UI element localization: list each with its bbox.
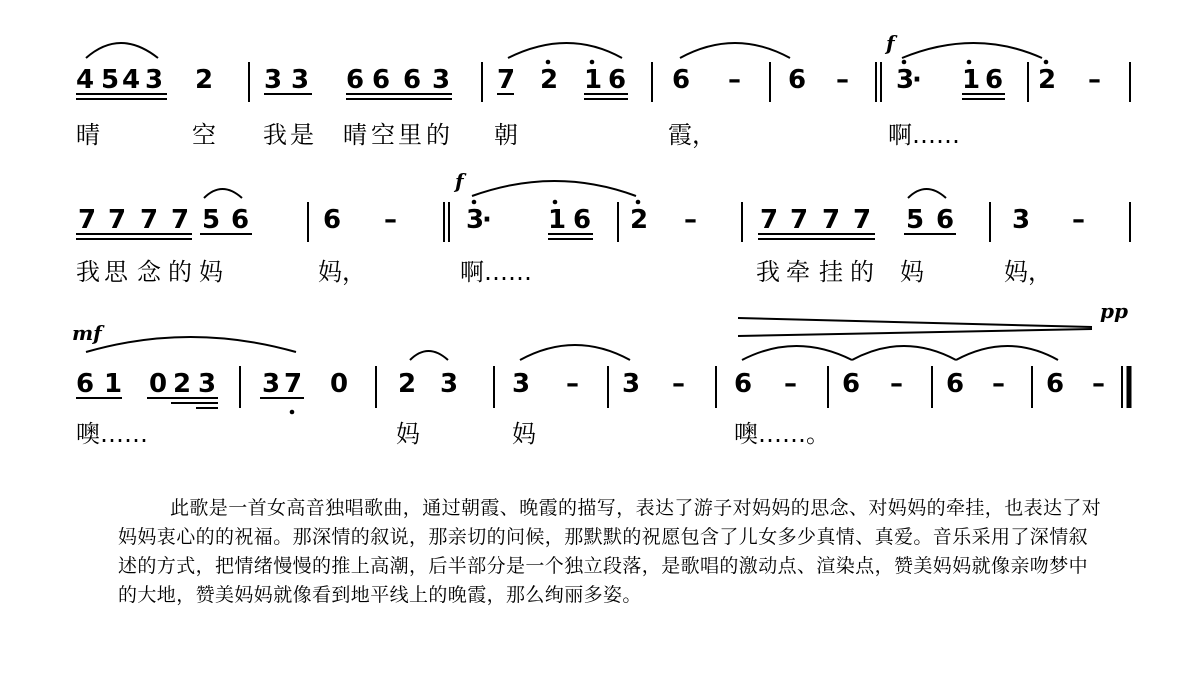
lyric: 空 — [192, 121, 216, 149]
note: – — [672, 369, 685, 399]
score-row-2 — [76, 169, 1130, 286]
note: 6 — [842, 369, 861, 399]
lyric: 思 — [104, 258, 128, 286]
slur — [410, 351, 448, 360]
note: 5 — [101, 65, 120, 95]
song-description: 此歌是一首女高音独唱歌曲，通过朝霞、晚霞的描写，表达了游子对妈妈的思念、对妈妈的牵挂，也表达了对妈妈衷心的的祝福。那深情的叙说，那亲切的问候，那默默的祝愿包含了儿女多少真情、真爱。音乐采用了深情叙述的方式，把情绪慢慢的推上高潮，后半部分是一个独立段落，是歌唱的激动点、渲染点，赞美妈妈就像亲吻梦中的大地，赞美妈妈就像看到地平线上的晚霞，那么绚丽多姿。 — [118, 497, 1102, 606]
dynamic-marking: f — [455, 169, 464, 193]
slur — [86, 43, 158, 58]
note: 7 — [108, 205, 127, 235]
note: 6 — [788, 65, 807, 95]
note: 3 — [466, 205, 485, 235]
note: 2 — [1038, 65, 1057, 95]
lyric: 妈 — [199, 258, 223, 286]
note: 4 — [122, 65, 141, 95]
score-row-3 — [72, 299, 1129, 448]
note: 3 — [198, 369, 217, 399]
note: 3 — [262, 369, 281, 399]
note: 1 — [104, 369, 123, 399]
note: 7 — [78, 205, 97, 235]
lyric: 朝 — [494, 121, 518, 149]
slur — [956, 346, 1058, 360]
note: 6 — [372, 65, 391, 95]
dynamic-marking: mf — [72, 321, 102, 345]
note: 2 — [630, 205, 649, 235]
note: 1 — [584, 65, 603, 95]
note: 7 — [822, 205, 841, 235]
note: 3 — [622, 369, 641, 399]
note: 6 — [231, 205, 250, 235]
note: 7 — [853, 205, 872, 235]
lyric: 妈， — [318, 258, 366, 286]
note: 3 — [440, 369, 459, 399]
note: – — [890, 369, 903, 399]
decrescendo-line — [738, 318, 1092, 327]
note: 6 — [346, 65, 365, 95]
note: 7 — [171, 205, 190, 235]
note: 6 — [936, 205, 955, 235]
lyric: 噢……。 — [734, 420, 830, 448]
note: 1 — [548, 205, 567, 235]
note: 0 — [330, 369, 349, 399]
note: 6 — [1046, 369, 1065, 399]
lyric: 的 — [168, 258, 192, 286]
note: 6 — [946, 369, 965, 399]
note: 6 — [608, 65, 627, 95]
note: 0 — [149, 369, 168, 399]
slur — [908, 189, 946, 198]
note: 3 — [291, 65, 310, 95]
note: – — [1088, 65, 1101, 95]
note: 7 — [284, 369, 303, 399]
note: 3 — [1012, 205, 1031, 235]
lyric: 噢…… — [76, 420, 148, 448]
note: 6 — [672, 65, 691, 95]
note: – — [566, 369, 579, 399]
lyric: 空 — [371, 121, 395, 149]
octave-dot — [472, 200, 477, 205]
lyric: 牵 — [786, 258, 810, 286]
octave-dot-low — [290, 410, 295, 415]
lyric: 挂 — [819, 258, 843, 286]
slur — [520, 345, 630, 360]
note: 3 — [896, 65, 915, 95]
note: 7 — [497, 65, 516, 95]
augmentation-dot: · — [482, 205, 492, 235]
lyric: 我 — [263, 121, 287, 149]
note: 7 — [760, 205, 779, 235]
note: 2 — [195, 65, 214, 95]
note: 7 — [140, 205, 159, 235]
octave-dot — [553, 200, 558, 205]
note: 2 — [398, 369, 417, 399]
lyric: 晴 — [343, 121, 367, 149]
note: 7 — [790, 205, 809, 235]
octave-dot — [902, 60, 907, 65]
slur — [204, 189, 242, 198]
note: – — [728, 65, 741, 95]
lyric: 妈 — [512, 420, 536, 448]
note: 6 — [76, 369, 95, 399]
note: 5 — [202, 205, 221, 235]
note: 6 — [985, 65, 1004, 95]
lyric: 晴 — [76, 121, 100, 149]
note: – — [836, 65, 849, 95]
lyric: 啊…… — [460, 258, 532, 286]
note: 2 — [540, 65, 559, 95]
note: – — [992, 369, 1005, 399]
lyric: 霞， — [668, 121, 716, 149]
octave-dot — [967, 60, 972, 65]
octave-dot — [1044, 60, 1049, 65]
note: 1 — [962, 65, 981, 95]
note: 3 — [432, 65, 451, 95]
slur — [472, 181, 636, 196]
slur — [742, 346, 852, 360]
note: – — [1092, 369, 1105, 399]
note: 5 — [906, 205, 925, 235]
lyric: 我 — [76, 258, 100, 286]
slur — [86, 337, 296, 352]
octave-dot — [546, 60, 551, 65]
lyric: 妈， — [1004, 258, 1052, 286]
note: 6 — [734, 369, 753, 399]
lyric: 的 — [426, 121, 450, 149]
lyric: 的 — [850, 258, 874, 286]
score-row-1 — [76, 31, 1130, 149]
note: 6 — [573, 205, 592, 235]
octave-dot — [590, 60, 595, 65]
note: 3 — [512, 369, 531, 399]
lyric: 妈 — [396, 420, 420, 448]
octave-dot — [636, 200, 641, 205]
lyric: 里 — [398, 121, 422, 149]
slur — [508, 43, 622, 58]
slur — [680, 43, 790, 58]
note: 3 — [264, 65, 283, 95]
augmentation-dot: · — [912, 65, 922, 95]
decrescendo-line — [738, 329, 1092, 336]
note: – — [384, 205, 397, 235]
dynamic-marking: f — [886, 31, 895, 55]
slur — [852, 346, 956, 360]
note: – — [784, 369, 797, 399]
note: 4 — [76, 65, 95, 95]
note: 2 — [173, 369, 192, 399]
lyric: 是 — [290, 121, 314, 149]
lyric: 我 — [756, 258, 780, 286]
dynamic-marking: pp — [1100, 299, 1128, 323]
note: 3 — [145, 65, 164, 95]
slur — [902, 43, 1042, 58]
note: 6 — [323, 205, 342, 235]
note: – — [684, 205, 697, 235]
lyric: 念 — [137, 258, 161, 286]
note: – — [1072, 205, 1085, 235]
lyric: 啊…… — [888, 121, 960, 149]
lyric: 妈 — [900, 258, 924, 286]
note: 6 — [403, 65, 422, 95]
